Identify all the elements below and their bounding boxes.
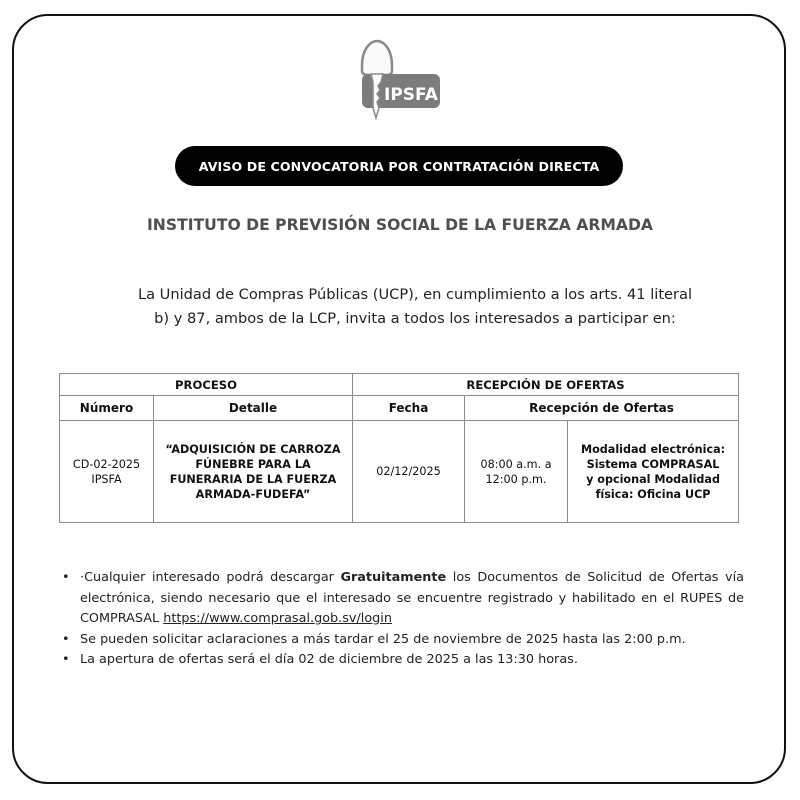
cell-modalidad [568, 421, 739, 523]
group-header-proceso: PROCESO [60, 374, 353, 396]
note-item [60, 650, 744, 671]
cell-detalle [154, 421, 353, 523]
modalidad-line: física: Oficina UCP [595, 487, 711, 501]
column-header-numero: Número [60, 396, 154, 421]
note-item [60, 630, 744, 651]
note-bold-text: Gratuitamente [340, 570, 447, 585]
column-header-fecha: Fecha [353, 396, 465, 421]
ipsfa-logo [354, 38, 446, 122]
modalidad-line: y opcional Modalidad [586, 472, 720, 486]
detalle-line: “ADQUISICIÓN DE CARROZA [165, 442, 341, 456]
column-header-row [60, 396, 739, 421]
note-item [60, 568, 744, 630]
detalle-line: FUNERARIA DE LA FUERZA [169, 472, 337, 486]
bullet-icon: • [62, 570, 70, 585]
column-header-detalle: Detalle [154, 396, 353, 421]
note-text: ·Cualquier interesado podrá descargar [80, 570, 341, 585]
group-header-recepcion: RECEPCIÓN DE OFERTAS [353, 374, 739, 396]
modalidad-line: Sistema COMPRASAL [586, 457, 720, 471]
numero-line: CD-02-2025 [72, 457, 141, 471]
intro-line-1: La Unidad de Compras Públicas (UCP), en cumplimiento a los arts. 41 literal [137, 286, 693, 303]
notice-banner: AVISO DE CONVOCATORIA POR CONTRATACIÓN DIRECTA [175, 146, 623, 186]
institution-title: INSTITUTO DE PREVISIÓN SOCIAL DE LA FUERZA ARMADA [147, 216, 653, 234]
table-row [60, 421, 739, 523]
comprasal-link[interactable]: https://www.comprasal.gob.sv/login [163, 611, 392, 626]
intro-line-2: b) y 87, ambos de la LCP, invita a todos los interesados a participar en: [154, 310, 676, 327]
cell-numero [60, 421, 154, 523]
note-text: los Documentos de Solicitud de Ofertas vía electrónica, siendo necesario que el interesado se encuentre registrado y habilitado en el RUPES de COMPRASAL [80, 570, 744, 626]
bullet-icon: • [62, 631, 70, 647]
detalle-line: ARMADA-FUDEFA” [195, 487, 311, 501]
group-header-row [60, 374, 739, 396]
numero-line: IPSFA [91, 472, 122, 486]
cell-horario [465, 421, 568, 523]
key-helmet-logo-icon [354, 38, 446, 122]
column-header-recepcion: Recepción de Ofertas [465, 396, 739, 421]
modalidad-line: Modalidad electrónica: [580, 442, 726, 456]
horario-line: 12:00 p.m. [485, 472, 547, 486]
notes-list [60, 568, 744, 671]
intro-paragraph [100, 283, 730, 331]
note-text: La apertura de ofertas será el día 02 de diciembre de 2025 a las 13:30 horas. [80, 652, 578, 667]
cell-fecha: 02/12/2025 [353, 421, 465, 523]
horario-line: 08:00 a.m. a [480, 457, 552, 471]
logo-text: IPSFA [384, 85, 438, 105]
process-table [59, 373, 739, 523]
note-text: Se pueden solicitar aclaraciones a más tardar el 25 de noviembre de 2025 hasta las 2:00 p.m. [80, 631, 686, 647]
detalle-line: FÚNEBRE PARA LA [195, 457, 311, 471]
bullet-icon: • [62, 652, 70, 667]
